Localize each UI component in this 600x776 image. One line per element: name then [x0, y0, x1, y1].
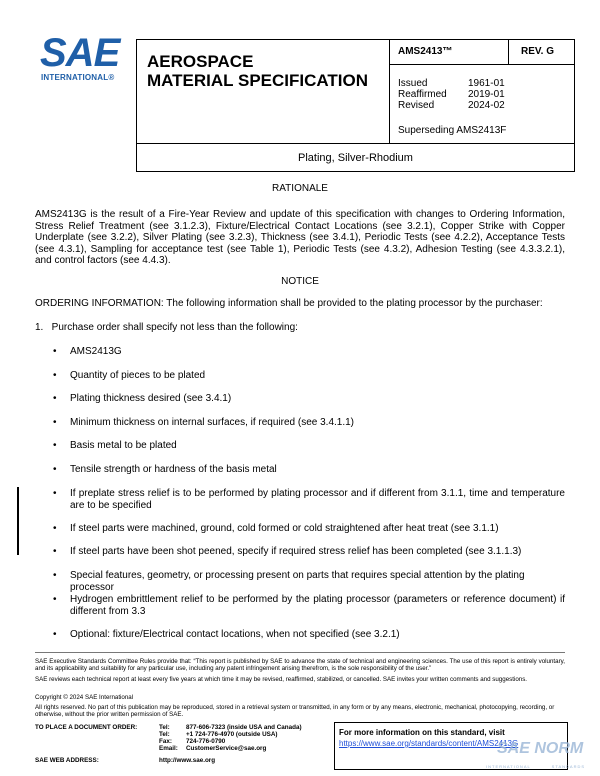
bullet-item: Special features, geometry, or processing present on parts that requires special attention by the plating processor [70, 570, 525, 593]
revised-label: Revised [398, 100, 435, 111]
sae-logo-subtitle: INTERNATIONAL® [41, 73, 115, 82]
email-label: Email: [159, 745, 178, 752]
rationale-text: AMS2413G is the result of a Fire-Year Review and update of this specification with changes to Ordering Information, Stress Relief Treatment (see 3.1.2.3), Fixture/Electrical Contact Locations (see 3.2.1), Copper Strike with Copper Underplate (see 3.2.2), Silver Plating (see 3.2.3), Thickness (see 3.4.1), Periodic Tests (see 4.2.2), Acceptance Tests (see 4.3.1), Sampling for acceptance test (see Table 1), Periodic Tests (see 4.3.2), Adhesion Testing (see 4.3.3.2.1), and control factors (see 4.4.3). [35, 209, 565, 266]
sae-logo: SAE [40, 31, 120, 75]
issued-value: 1961-01 [468, 78, 505, 89]
bullet-icon: • [53, 629, 57, 640]
dates-cell [390, 65, 574, 143]
bullet-icon: • [53, 370, 57, 381]
tel-label: Tel: [159, 724, 170, 731]
revision-change-bar [17, 487, 19, 555]
footer-review: SAE reviews each technical report at least every five years at which time it may be revised, reaffirmed, stabilized, or cancelled. SAE invites your written comments and suggestions. [35, 676, 528, 683]
bullet-item: If steel parts have been shot peened, specify if required stress relief has been completed (see 3.1.1.3) [70, 546, 522, 557]
bullet-icon: • [53, 546, 57, 557]
spec-subject: Plating, Silver-Rhodium [298, 152, 413, 164]
revised-value: 2024-02 [468, 100, 505, 111]
notice-heading: NOTICE [281, 276, 319, 287]
footer-rights: All rights reserved. No part of this publication may be reproduced, stored in a retrieval system or transmitted, in any form or by any means, electronic, mechanical, photocopying, recording, or otherwise, without the prior written permission of SAE. [35, 704, 555, 719]
spec-header-box [136, 39, 575, 172]
subject-cell [137, 143, 574, 172]
spec-title-cell [137, 40, 390, 143]
superseding: Superseding AMS2413F [398, 125, 507, 136]
bullet-icon: • [53, 440, 57, 451]
issued-label: Issued [398, 78, 428, 89]
bullet-icon: • [53, 523, 57, 534]
bullet-item: Hydrogen embrittlement relief to be performed by the plating processor (parameters or reference document) if different from 3.3 [70, 594, 565, 617]
spec-title-line1: AEROSPACE [147, 52, 254, 71]
bullet-item: Optional: fixture/Electrical contact locations, when not specified (see 3.2.1) [70, 629, 400, 640]
order-label: TO PLACE A DOCUMENT ORDER: [35, 724, 138, 731]
bullet-icon: • [53, 346, 57, 357]
tel-value: 877-606-7323 (inside USA and Canada) [186, 724, 302, 731]
bullet-icon: • [53, 594, 57, 605]
bullet-icon: • [53, 417, 57, 428]
fax-value: 724-776-0790 [186, 738, 226, 745]
footer-divider [35, 652, 565, 653]
web-value[interactable]: http://www.sae.org [159, 757, 216, 764]
tel2-label: Tel: [159, 731, 170, 738]
bullet-item: Plating thickness desired (see 3.4.1) [70, 393, 232, 404]
bullet-item: If steel parts were machined, ground, cold formed or cold straightened after heat treat (see 3.1.1) [70, 523, 499, 534]
reaffirmed-value: 2019-01 [468, 89, 505, 100]
watermark-logo: SAE NORM [497, 740, 584, 757]
bullet-icon: • [53, 393, 57, 404]
footer-copyright: Copyright © 2024 SAE International [35, 694, 134, 701]
rationale-heading: RATIONALE [272, 183, 328, 194]
bullet-item: Tensile strength or hardness of the basis metal [70, 464, 277, 475]
reaffirmed-label: Reaffirmed [398, 89, 447, 100]
ordering-item-1: 1. Purchase order shall specify not less than the following: [35, 322, 298, 333]
spec-title-line2: MATERIAL SPECIFICATION [147, 71, 368, 90]
bullet-item: Minimum thickness on internal surfaces, if required (see 3.4.1.1) [70, 417, 355, 428]
doc-number: AMS2413™ [398, 46, 453, 57]
footer-rules: SAE Executive Standards Committee Rules provide that: “This report is published by SAE to advance the state of technical and engineering sciences. The use of this report is entirely voluntary, and its applicability and suitability for any particular use, including any patent infringement arising therefrom, is the sole responsibility of the user.” [35, 658, 565, 673]
bullet-icon: • [53, 488, 57, 499]
watermark-subtitle: INTERNATIONAL STANDARDS [486, 764, 586, 769]
bullet-item: Quantity of pieces to be plated [70, 370, 206, 381]
spec-title [147, 52, 368, 90]
bullet-item: Basis metal to be plated [70, 440, 177, 451]
more-info-title: For more information on this standard, visit [339, 728, 505, 737]
revision-cell [509, 40, 574, 65]
more-info-link[interactable]: https://www.sae.org/standards/content/AMS2413G [339, 739, 519, 748]
email-value[interactable]: CustomerService@sae.org [186, 745, 267, 752]
bullet-item: AMS2413G [70, 346, 122, 357]
ordering-information: ORDERING INFORMATION: The following information shall be provided to the plating processor by the purchaser: [35, 298, 543, 309]
bullet-icon: • [53, 464, 57, 475]
fax-label: Fax: [159, 738, 172, 745]
revision: REV. G [521, 46, 554, 57]
bullet-item: If preplate stress relief is to be performed by plating processor and if different from 3.1.1, time and temperature are to be specified [70, 488, 565, 511]
tel2-value: +1 724-776-4970 (outside USA) [186, 731, 278, 738]
doc-number-cell [390, 40, 509, 65]
web-label: SAE WEB ADDRESS: [35, 757, 99, 764]
bullet-icon: • [53, 570, 57, 581]
